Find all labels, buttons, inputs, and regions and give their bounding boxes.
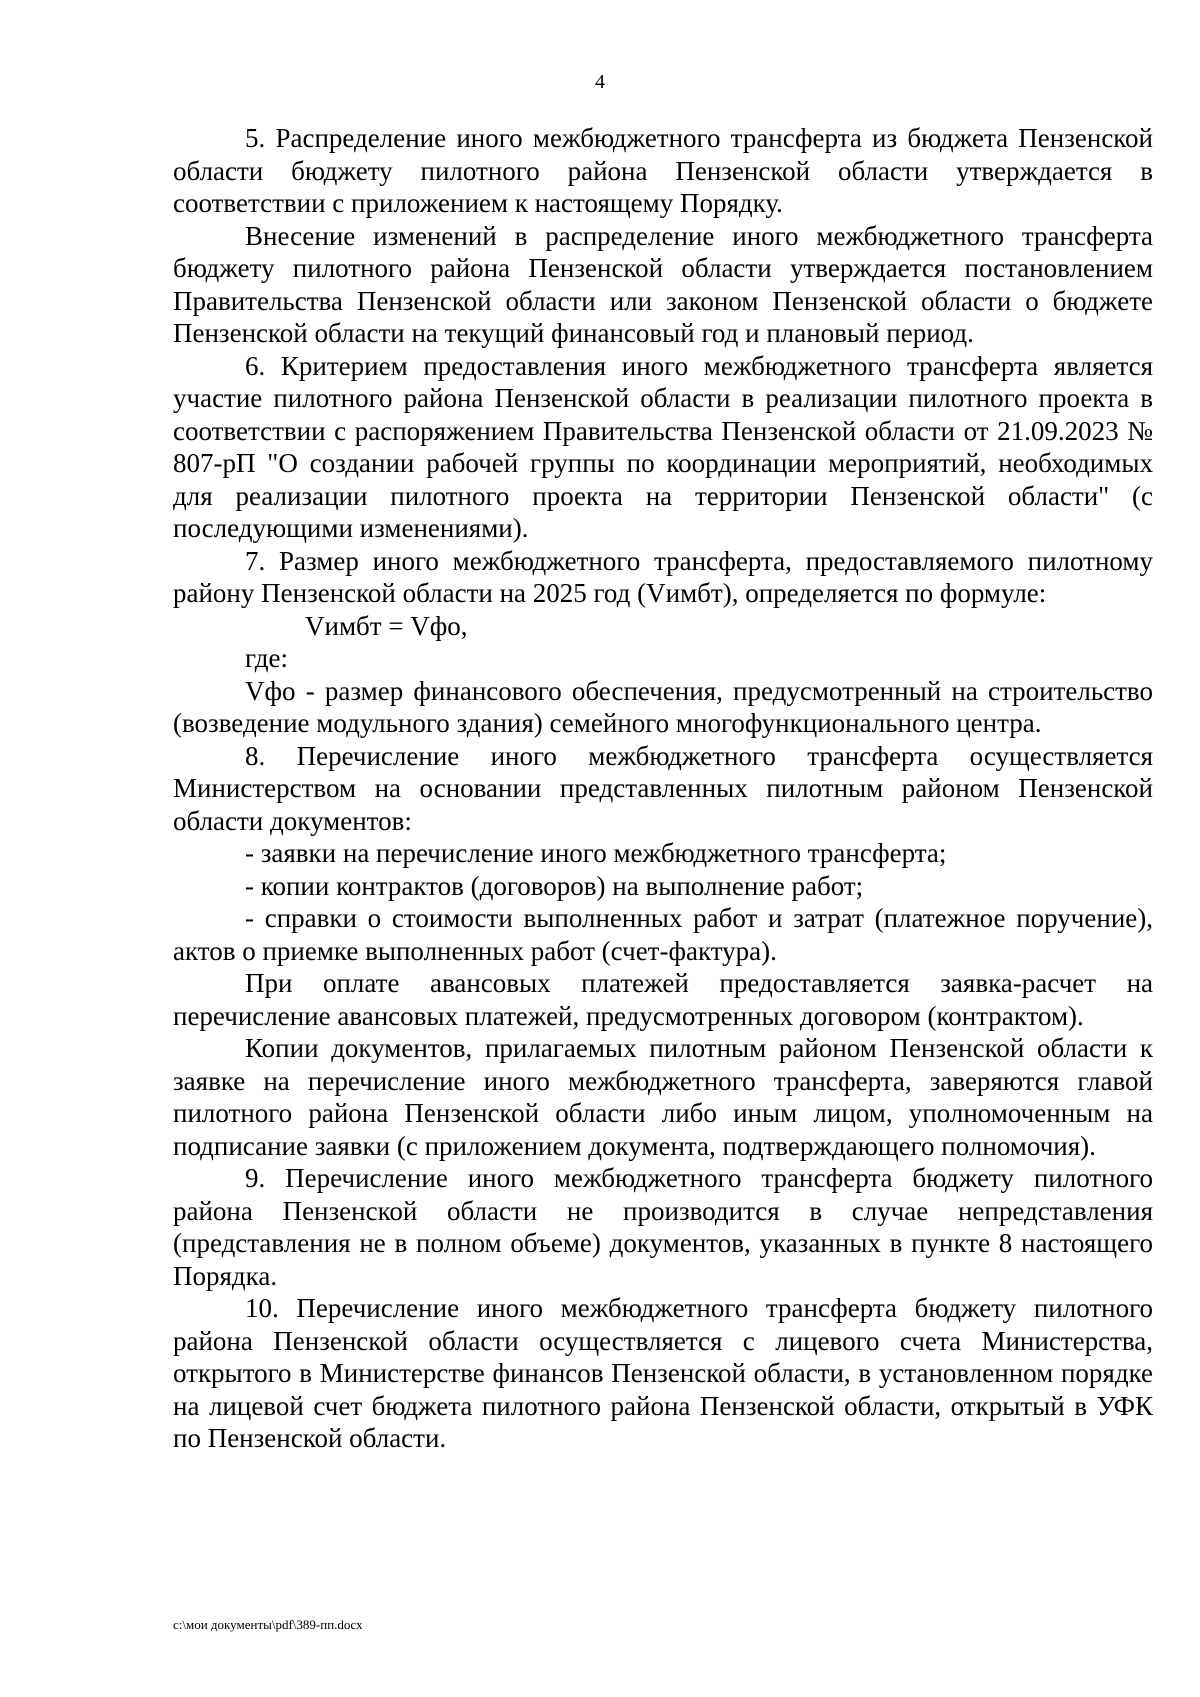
document-body: [173, 122, 1153, 1455]
list-item-certificates: - справки о стоимости выполненных работ и затрат (платежное поручение), актов о приемке выполненных работ (счет-фактура).: [173, 903, 1153, 966]
paragraph-9: 9. Перечисление иного межбюджетного трансферта бюджету пилотного района Пензенской области не производится в случае непредставления (представления не в полном объеме) документов, указанных в пункте 8 настоящего Порядка.: [173, 1163, 1153, 1291]
paragraph-7: 7. Размер иного межбюджетного трансферта, предоставляемого пилотному району Пензенской области на 2025 год (Vимбт), определяется по формуле:: [173, 545, 1153, 608]
list-item-application: - заявки на перечисление иного межбюджетного трансферта;: [245, 838, 947, 868]
page-number: 4: [595, 71, 605, 93]
formula-where: где:: [245, 643, 288, 673]
paragraph-10: 10. Перечисление иного межбюджетного трансферта бюджету пилотного района Пензенской области осуществляется с лицевого счета Министерства, открытого в Министерстве финансов Пензенской области, в установленном порядке на лицевой счет бюджета пилотного района Пензенской области, открытый в УФК по Пензенской области.: [173, 1293, 1153, 1453]
paragraph-5: 5. Распределение иного межбюджетного трансферта из бюджета Пензенской области бюджету пилотного района Пензенской области утверждается в соответствии с приложением к настоящему Порядку.: [173, 123, 1153, 218]
paragraph-8: 8. Перечисление иного межбюджетного трансферта осуществляется Министерством на основании представленных пилотным районом Пензенской области документов:: [173, 740, 1153, 836]
footer-file-path: c:\мои документы\pdf\389-пп.docx: [173, 1617, 363, 1632]
paragraph-6: 6. Критерием предоставления иного межбюджетного трансферта является участие пилотного района Пензенской области в реализации пилотного проекта в соответствии с распоряжением Правительства Пензенской области от 21.09.2023 № 807-рП "О создании рабочей группы по координации мероприятий, необходимых для реализации пилотного проекта на территории Пензенской области" (с последующими изменениями).: [173, 350, 1153, 543]
paragraph-8-copies: Копии документов, прилагаемых пилотным районом Пензенской области к заявке на перечисление иного межбюджетного трансферта, заверяются главой пилотного района Пензенской области либо иным лицом, уполномоченным на подписание заявки (с приложением документа, подтверждающего полномочия).: [173, 1033, 1153, 1161]
list-item-contracts: - копии контрактов (договоров) на выполнение работ;: [245, 870, 864, 901]
paragraph-5-amendments: Внесение изменений в распределение иного межбюджетного трансферта бюджету пилотного района Пензенской области утверждается постановлением Правительства Пензенской области или законом Пензенской области о бюджете Пензенской области на текущий финансовый год и плановый период.: [173, 220, 1153, 348]
paragraph-8-advance-payments: При оплате авансовых платежей предоставляется заявка-расчет на перечисление авансовых платежей, предусмотренных договором (контрактом).: [173, 968, 1153, 1031]
formula: Vимбт = Vфо,: [305, 610, 468, 641]
formula-definition-vfo: Vфо - размер финансового обеспечения, предусмотренный на строительство (возведение модульного здания) семейного многофункционального центра.: [173, 675, 1153, 738]
